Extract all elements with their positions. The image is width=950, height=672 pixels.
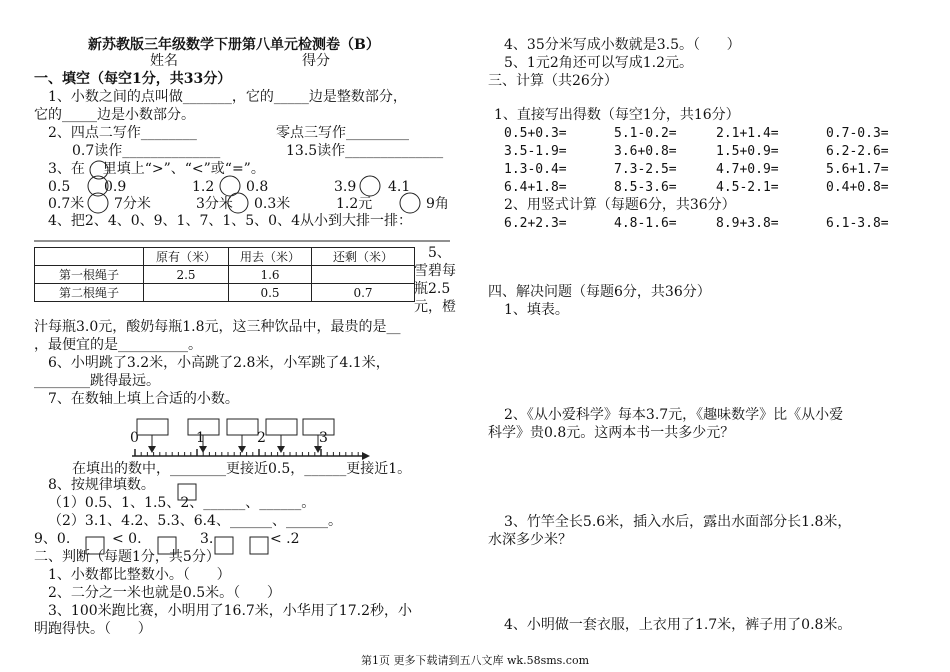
judge-4: 4、35分米写成小数就是3.5。（ ） xyxy=(504,37,741,53)
answer-box[interactable] xyxy=(188,419,219,435)
calc-item: 3.5-1.9= xyxy=(504,144,567,159)
q9-right: 3. xyxy=(200,531,214,547)
problem-2-line1: 2、《从小爱科学》每本3.7元，《趣味数学》比《从小爱 xyxy=(504,407,844,423)
section-2-title: 二、判断（每题1分，共5分） xyxy=(34,549,220,565)
cmp-item: 1.2 xyxy=(192,179,215,195)
q6-line2: ________跳得最远。 xyxy=(34,373,160,389)
section-4-title: 四、解决问题（每题6分，共36分） xyxy=(488,284,711,300)
calc-item: 3.6+0.8= xyxy=(614,144,677,159)
vertical-item: 8.9+3.8= xyxy=(716,216,779,231)
q2-b: 零点三写作_________ xyxy=(276,125,409,141)
calc-item: 0.7-0.3= xyxy=(826,126,889,141)
calc-item: 0.5+0.3= xyxy=(504,126,567,141)
q2-d: 13.5读作______________ xyxy=(286,143,444,159)
q5-line1: 汁每瓶3.0元，酸奶每瓶1.8元，这三种饮品中，最贵的是__ xyxy=(34,319,401,335)
table-cell: 0.7 xyxy=(312,284,415,302)
calc-item: 4.7+0.9= xyxy=(716,162,779,177)
cmp-item: 0.5 xyxy=(48,179,71,195)
q9-left: 9、0. xyxy=(34,531,71,547)
judge-3-line1: 3、100米跑比赛，小明用了16.7米，小华用了17.2秒，小 xyxy=(48,603,412,619)
calc-item: 8.5-3.6= xyxy=(614,180,677,195)
calc-item: 5.6+1.7= xyxy=(826,162,889,177)
q5-line2: ，最便宜的是__________。 xyxy=(34,337,202,353)
table-header-cell: 还剩（米） xyxy=(312,248,415,266)
cmp-item: 1.2元 xyxy=(336,196,373,212)
table-cell: 第二根绳子 xyxy=(35,284,144,302)
problem-3-line2: 水深多少米？ xyxy=(488,532,572,548)
cmp-item: 4.1 xyxy=(388,179,411,195)
cmp-item: 0.9 xyxy=(104,179,127,195)
q8-1: （1）0.5、1、1.5、2、______、______。 xyxy=(48,495,316,511)
problem-2-line2: 科学》贵0.8元。这两本书一共多少元？ xyxy=(488,425,735,441)
cmp-item: 3分米 xyxy=(196,196,233,212)
axis-label: 0 xyxy=(130,430,139,446)
q7-question: 在填出的数中，________更接近0.5，______更接近1。 xyxy=(72,461,412,477)
judge-1: 1、小数都比整数小。（ ） xyxy=(48,567,231,583)
calc-item: 6.2-2.6= xyxy=(826,144,889,159)
section-1-title: 一、填空（每空1分，共33分） xyxy=(34,71,232,87)
judge-2: 2、二分之一米也就是0.5米。（ ） xyxy=(48,585,281,601)
pointer-arrow xyxy=(277,446,285,453)
answer-box[interactable] xyxy=(137,419,168,435)
table-cell: 1.6 xyxy=(229,266,312,284)
cmp-item: 0.8 xyxy=(246,179,269,195)
calc-1-title: 1、直接写出得数（每空1分，共16分） xyxy=(494,107,740,123)
compare-circle[interactable] xyxy=(360,176,380,196)
number-line xyxy=(132,449,370,460)
q8-title: 8、按规律填数。 xyxy=(48,477,155,493)
q5-side-3: 元，橙 xyxy=(414,299,456,315)
problem-4: 4、小明做一套衣服，上衣用了1.7米，裤子用了0.8米。 xyxy=(504,617,852,633)
q2-a: 2、四点二写作________ xyxy=(48,125,197,141)
vertical-item: 4.8-1.6= xyxy=(614,216,677,231)
calc-item: 7.3-2.5= xyxy=(614,162,677,177)
name-label: 姓名 xyxy=(150,53,178,69)
pointer-arrow xyxy=(238,446,246,453)
q2-c: 0.7读作______________ xyxy=(72,143,221,159)
axis-label: 3 xyxy=(319,430,328,446)
calc-item: 1.3-0.4= xyxy=(504,162,567,177)
table-cell: 第一根绳子 xyxy=(35,266,144,284)
table-cell: 0.5 xyxy=(229,284,312,302)
q3-title: 3、在 里填上“>”、“<”或“=”。 xyxy=(48,161,265,177)
q5-label: 5、 xyxy=(428,245,451,261)
table-header-cell: 用去（米） xyxy=(229,248,312,266)
calc-item: 0.4+0.8= xyxy=(826,180,889,195)
cmp-item: 0.7米 xyxy=(48,196,85,212)
answer-box[interactable] xyxy=(215,537,233,554)
pointer-arrow xyxy=(199,446,207,453)
axis-label: 2 xyxy=(257,430,266,446)
calc-item: 4.5-2.1= xyxy=(716,180,779,195)
calc-item: 1.5+0.9= xyxy=(716,144,779,159)
problem-1: 1、填表。 xyxy=(504,302,569,318)
cmp-item: 0.3米 xyxy=(254,196,291,212)
q7-title: 7、在数轴上填上合适的小数。 xyxy=(48,391,239,407)
q1-line1: 1、小数之间的点叫做_______，它的_____边是整数部分， xyxy=(48,89,407,105)
answer-box[interactable] xyxy=(227,419,258,435)
q9-mid: < 0. xyxy=(112,531,142,547)
cmp-item: 9角 xyxy=(426,196,449,212)
problem-3-line1: 3、竹竿全长5.6米，插入水后，露出水面部分长1.8米， xyxy=(504,514,852,530)
section-3-title: 三、计算（共26分） xyxy=(488,73,618,89)
vertical-item: 6.2+2.3= xyxy=(504,216,567,231)
calc-item: 6.4+1.8= xyxy=(504,180,567,195)
answer-box[interactable] xyxy=(250,537,268,554)
cmp-item: 3.9 xyxy=(334,179,357,195)
compare-circle[interactable] xyxy=(400,193,420,213)
vertical-item: 6.1-3.8= xyxy=(826,216,889,231)
q5-side-1: 雪碧每 xyxy=(414,263,456,279)
pointer-arrow xyxy=(148,446,156,453)
q6-line1: 6、小明跳了3.2米，小高跳了2.8米，小军跳了4.1米， xyxy=(48,355,390,371)
table-header-cell: 原有（米） xyxy=(144,248,229,266)
calc-item: 2.1+1.4= xyxy=(716,126,779,141)
calc-2-title: 2、用竖式计算（每题6分，共36分） xyxy=(504,197,736,213)
cmp-item: 7分米 xyxy=(114,196,151,212)
judge-5: 5、1元2角还可以写成1.2元。 xyxy=(504,55,693,71)
q9-end: < .2 xyxy=(270,531,300,547)
page-title: 新苏教版三年级数学下册第八单元检测卷（B） xyxy=(88,37,380,53)
q5-side-2: 瓶2.5 xyxy=(414,281,451,297)
calc-item: 5.1-0.2= xyxy=(614,126,677,141)
answer-box[interactable] xyxy=(86,537,104,554)
axis-label: 1 xyxy=(196,430,205,446)
q8-2: （2）3.1、4.2、5.3、6.4、______、______。 xyxy=(48,513,342,529)
judge-3-line2: 明跑得快。（ ） xyxy=(34,621,152,637)
score-label: 得分 xyxy=(302,53,330,69)
answer-box[interactable] xyxy=(303,419,334,435)
q4-text: 4、把2、4、0、9、1、7、1、5、0、4从小到大排一排： xyxy=(48,213,412,229)
answer-box[interactable] xyxy=(178,484,196,500)
table-cell: 2.5 xyxy=(144,266,229,284)
answer-box[interactable] xyxy=(266,419,297,435)
q1-line2: 它的_____边是小数部分。 xyxy=(34,107,195,123)
compare-circle[interactable] xyxy=(228,193,248,213)
answer-box[interactable] xyxy=(158,537,176,554)
page-footer: 第1页 更多下载请到五八文库 wk.58sms.com xyxy=(361,654,589,667)
